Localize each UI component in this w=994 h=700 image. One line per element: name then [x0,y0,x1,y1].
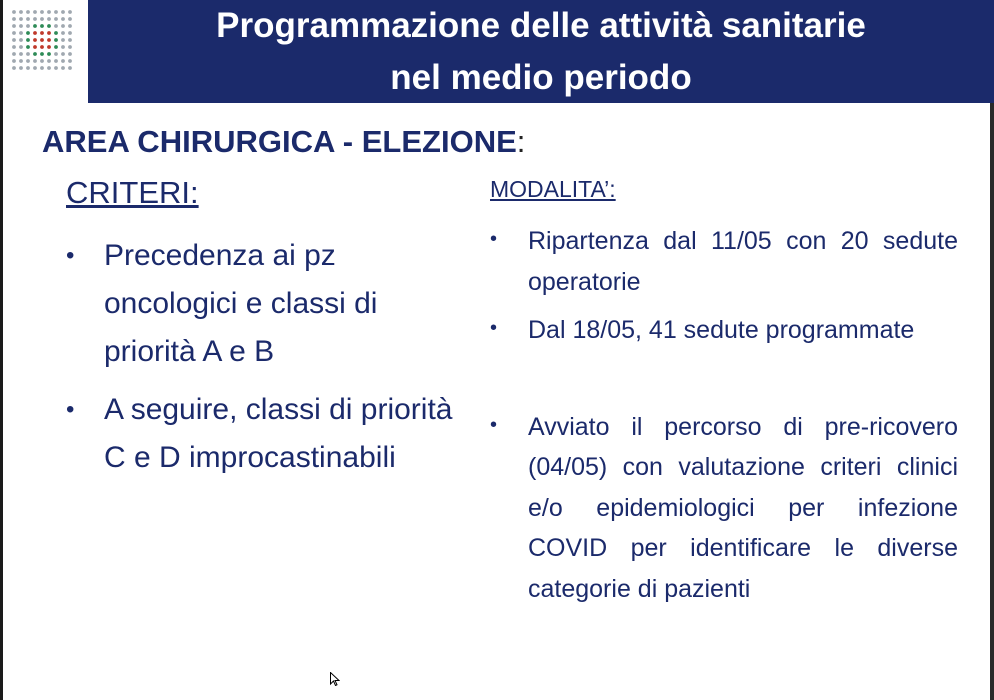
logo-dot [26,10,30,14]
logo-dot [47,52,51,56]
modalita-item-text: Dal 18/05, 41 sedute programmate [528,316,915,344]
logo-dot [61,38,65,42]
logo-dot [19,45,23,49]
logo-dot [12,38,16,42]
logo-dot [68,45,72,49]
logo-dot [54,31,58,35]
list-item [490,221,958,302]
logo-dot [61,45,65,49]
logo-dot [61,66,65,70]
list-item [66,386,456,482]
bullet-dot-icon: • [490,413,498,436]
logo-dot [47,38,51,42]
logo-dot [68,10,72,14]
logo-dot [54,24,58,28]
logo-dot [33,52,37,56]
logo-dot [12,31,16,35]
logo-dot [19,59,23,63]
logo-dot [33,10,37,14]
logo-dot [61,31,65,35]
logo-dot [12,10,16,14]
bullet-dot-icon: • [66,242,75,269]
logo-dot [12,66,16,70]
criteri-item-text: A seguire, classi di priorità C e D improcastinabili [104,393,453,474]
logo-dot [12,24,16,28]
logo-dot [68,59,72,63]
logo-dot [54,52,58,56]
logo-dot [40,66,44,70]
dot-grid-logo-icon [10,8,74,72]
logo-dot [26,45,30,49]
logo-dot [33,66,37,70]
section-heading-text: AREA CHIRURGICA - ELEZIONE [42,124,517,159]
logo-dot [33,59,37,63]
logo-dot [61,17,65,21]
logo-dot [12,45,16,49]
criteri-list [66,232,456,492]
logo-dot [26,24,30,28]
logo-dot [68,24,72,28]
logo-dot [12,59,16,63]
modalita-list [490,221,958,617]
bullet-dot-icon: • [490,317,498,339]
title-line-1: Programmazione delle attività sanitarie [216,5,866,45]
logo-dot [54,66,58,70]
bullet-dot-icon: • [66,396,75,423]
logo-dot [47,66,51,70]
list-item [490,310,958,351]
list-item [490,407,958,610]
logo-dot [68,17,72,21]
logo-dot [33,45,37,49]
logo-dot [33,31,37,35]
logo-dot [40,52,44,56]
logo-dot [61,10,65,14]
section-heading [42,124,525,160]
logo-dot [26,38,30,42]
logo-dot [40,17,44,21]
criteri-heading: CRITERI: [66,175,199,210]
logo-dot [26,66,30,70]
logo-dot [47,17,51,21]
logo-dot [54,59,58,63]
title-line-2: nel medio periodo [390,57,692,97]
logo-dot [68,66,72,70]
logo-dot [33,24,37,28]
logo-dot [26,31,30,35]
logo-dot [61,52,65,56]
logo-dot [54,45,58,49]
window-left-edge [0,0,3,700]
logo-dot [40,31,44,35]
logo-dot [19,66,23,70]
logo-dot [68,38,72,42]
logo-dot [33,17,37,21]
logo-dot [19,31,23,35]
list-item [66,232,456,376]
logo-dot [47,24,51,28]
section-heading-colon: : [516,124,526,159]
title-bar [88,0,994,103]
modalita-item-text: Ripartenza dal 11/05 con 20 sedute operatorie [528,227,958,296]
logo-dot [33,38,37,42]
logo-dot [68,52,72,56]
logo-dot [19,38,23,42]
logo-dot [54,10,58,14]
logo-dot [19,10,23,14]
logo-dot [54,38,58,42]
logo-dot [26,17,30,21]
logo-dot [61,59,65,63]
logo-dot [40,59,44,63]
logo-dot [12,52,16,56]
logo-dot [19,52,23,56]
criteri-item-text: Precedenza ai pz oncologici e classi di priorità A e B [104,239,378,368]
logo-dot [47,10,51,14]
logo-dot [40,45,44,49]
modalita-heading: MODALITA’: [490,176,616,202]
logo-dot [19,17,23,21]
logo-dot [12,17,16,21]
logo-dot [54,17,58,21]
logo-dot [47,31,51,35]
bullet-dot-icon: • [490,228,498,250]
logo-dot [68,31,72,35]
logo-dot [26,52,30,56]
logo-dot [47,45,51,49]
window-right-edge [990,0,994,700]
logo-dot [40,38,44,42]
logo-dot [40,24,44,28]
logo-dot [26,59,30,63]
logo-dot [40,10,44,14]
modalita-item-text: Avviato il percorso di pre-ricovero (04/05) con valutazione criteri clinici e/o epidemiologici per infezione COVID per identificare le diverse categorie di pazienti [528,412,958,603]
logo-dot [19,24,23,28]
logo-dot [47,59,51,63]
mouse-pointer-icon [330,672,340,686]
logo-dot [61,24,65,28]
